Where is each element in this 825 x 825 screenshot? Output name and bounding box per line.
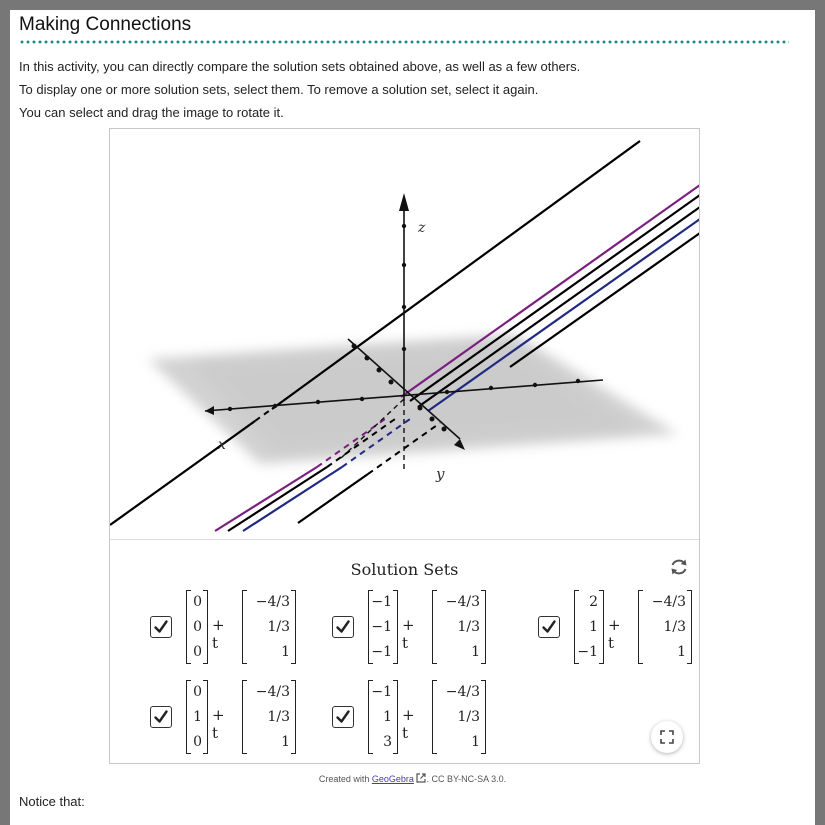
point-vector [186,588,208,666]
z-axis-label: z [418,220,426,236]
solution-line-2 [228,467,327,531]
fullscreen-icon [660,730,674,744]
intro-line-3: You can select and drag the image to rotate it. [19,105,284,120]
checkmark-icon [540,618,558,636]
matrix-entry: 1 [471,644,480,660]
matrix-entry: −4/3 [445,684,480,700]
notice-text: Notice that: [19,794,85,809]
matrix-entry: 0 [193,644,202,660]
geogebra-link[interactable]: GeoGebra [371,774,414,784]
matrix-entry: −4/3 [255,684,290,700]
3d-graphics-view[interactable] [110,129,699,539]
plus-t-label: + t [212,616,225,652]
geogebra-credit: Created with GeoGebra . CC BY-NC-SA 3.0. [318,774,507,784]
intro-line-1: In this activity, you can directly compare the solution sets obtained above, as well as a few others. [19,59,581,74]
section-title: Making Connections [19,14,192,35]
plus-t-label: + t [402,706,415,742]
geogebra-applet[interactable] [109,128,700,764]
solution-line-1 [110,421,255,525]
matrix-entry: 0 [193,594,202,610]
direction-vector [242,678,296,756]
matrix-entry: 1 [281,644,290,660]
direction-vector [242,588,296,666]
matrix-entry: 1 [193,709,202,725]
matrix-entry: −4/3 [255,594,290,610]
algebra-panel [110,540,699,763]
solution-line-blue [243,467,342,531]
fullscreen-button[interactable] [651,721,683,753]
solution-set-checkbox[interactable] [150,706,172,728]
matrix-entry: 1 [281,734,290,750]
matrix-entry: 1/3 [457,619,480,635]
direction-vector [432,588,486,666]
matrix-entry: 0 [193,619,202,635]
solution-set-checkbox[interactable] [538,616,560,638]
plus-t-label: + t [402,616,415,652]
matrix-entry: 1 [383,709,392,725]
direction-vector [638,588,692,666]
matrix-entry: 1/3 [267,709,290,725]
matrix-entry: 1 [471,734,480,750]
checkmark-icon [152,708,170,726]
point-vector [574,588,604,666]
refresh-icon[interactable] [668,556,690,578]
point-vector [368,678,398,756]
direction-vector [432,678,486,756]
matrix-entry: 0 [193,734,202,750]
matrix-entry: 1 [677,644,686,660]
matrix-entry: 1/3 [267,619,290,635]
matrix-entry: −4/3 [651,594,686,610]
checkmark-icon [334,708,352,726]
matrix-entry: 3 [383,734,392,750]
solution-set-checkbox[interactable] [150,616,172,638]
solution-set-checkbox[interactable] [332,706,354,728]
plus-t-label: + t [212,706,225,742]
matrix-entry: 1/3 [457,709,480,725]
matrix-entry: −4/3 [445,594,480,610]
plus-t-label: + t [608,616,621,652]
matrix-entry: −1 [371,644,392,660]
point-vector [368,588,398,666]
matrix-entry: −1 [371,619,392,635]
solution-sets-title: Solution Sets [350,560,459,579]
solution-line-3 [298,474,368,523]
point-vector [186,678,208,756]
checkmark-icon [152,618,170,636]
matrix-entry: 1 [589,619,598,635]
solution-set-checkbox[interactable] [332,616,354,638]
dotted-divider [19,40,789,44]
page [10,10,815,825]
external-link-icon [416,773,426,783]
y-axis-label: y [436,465,445,483]
matrix-entry: 0 [193,684,202,700]
x-axis-label: x [218,437,226,453]
matrix-entry: −1 [371,684,392,700]
checkmark-icon [334,618,352,636]
matrix-entry: 2 [589,594,598,610]
matrix-entry: −1 [371,594,392,610]
intro-line-2: To display one or more solution sets, select them. To remove a solution set, select it again. [19,82,539,97]
matrix-entry: 1/3 [663,619,686,635]
matrix-entry: −1 [577,644,598,660]
